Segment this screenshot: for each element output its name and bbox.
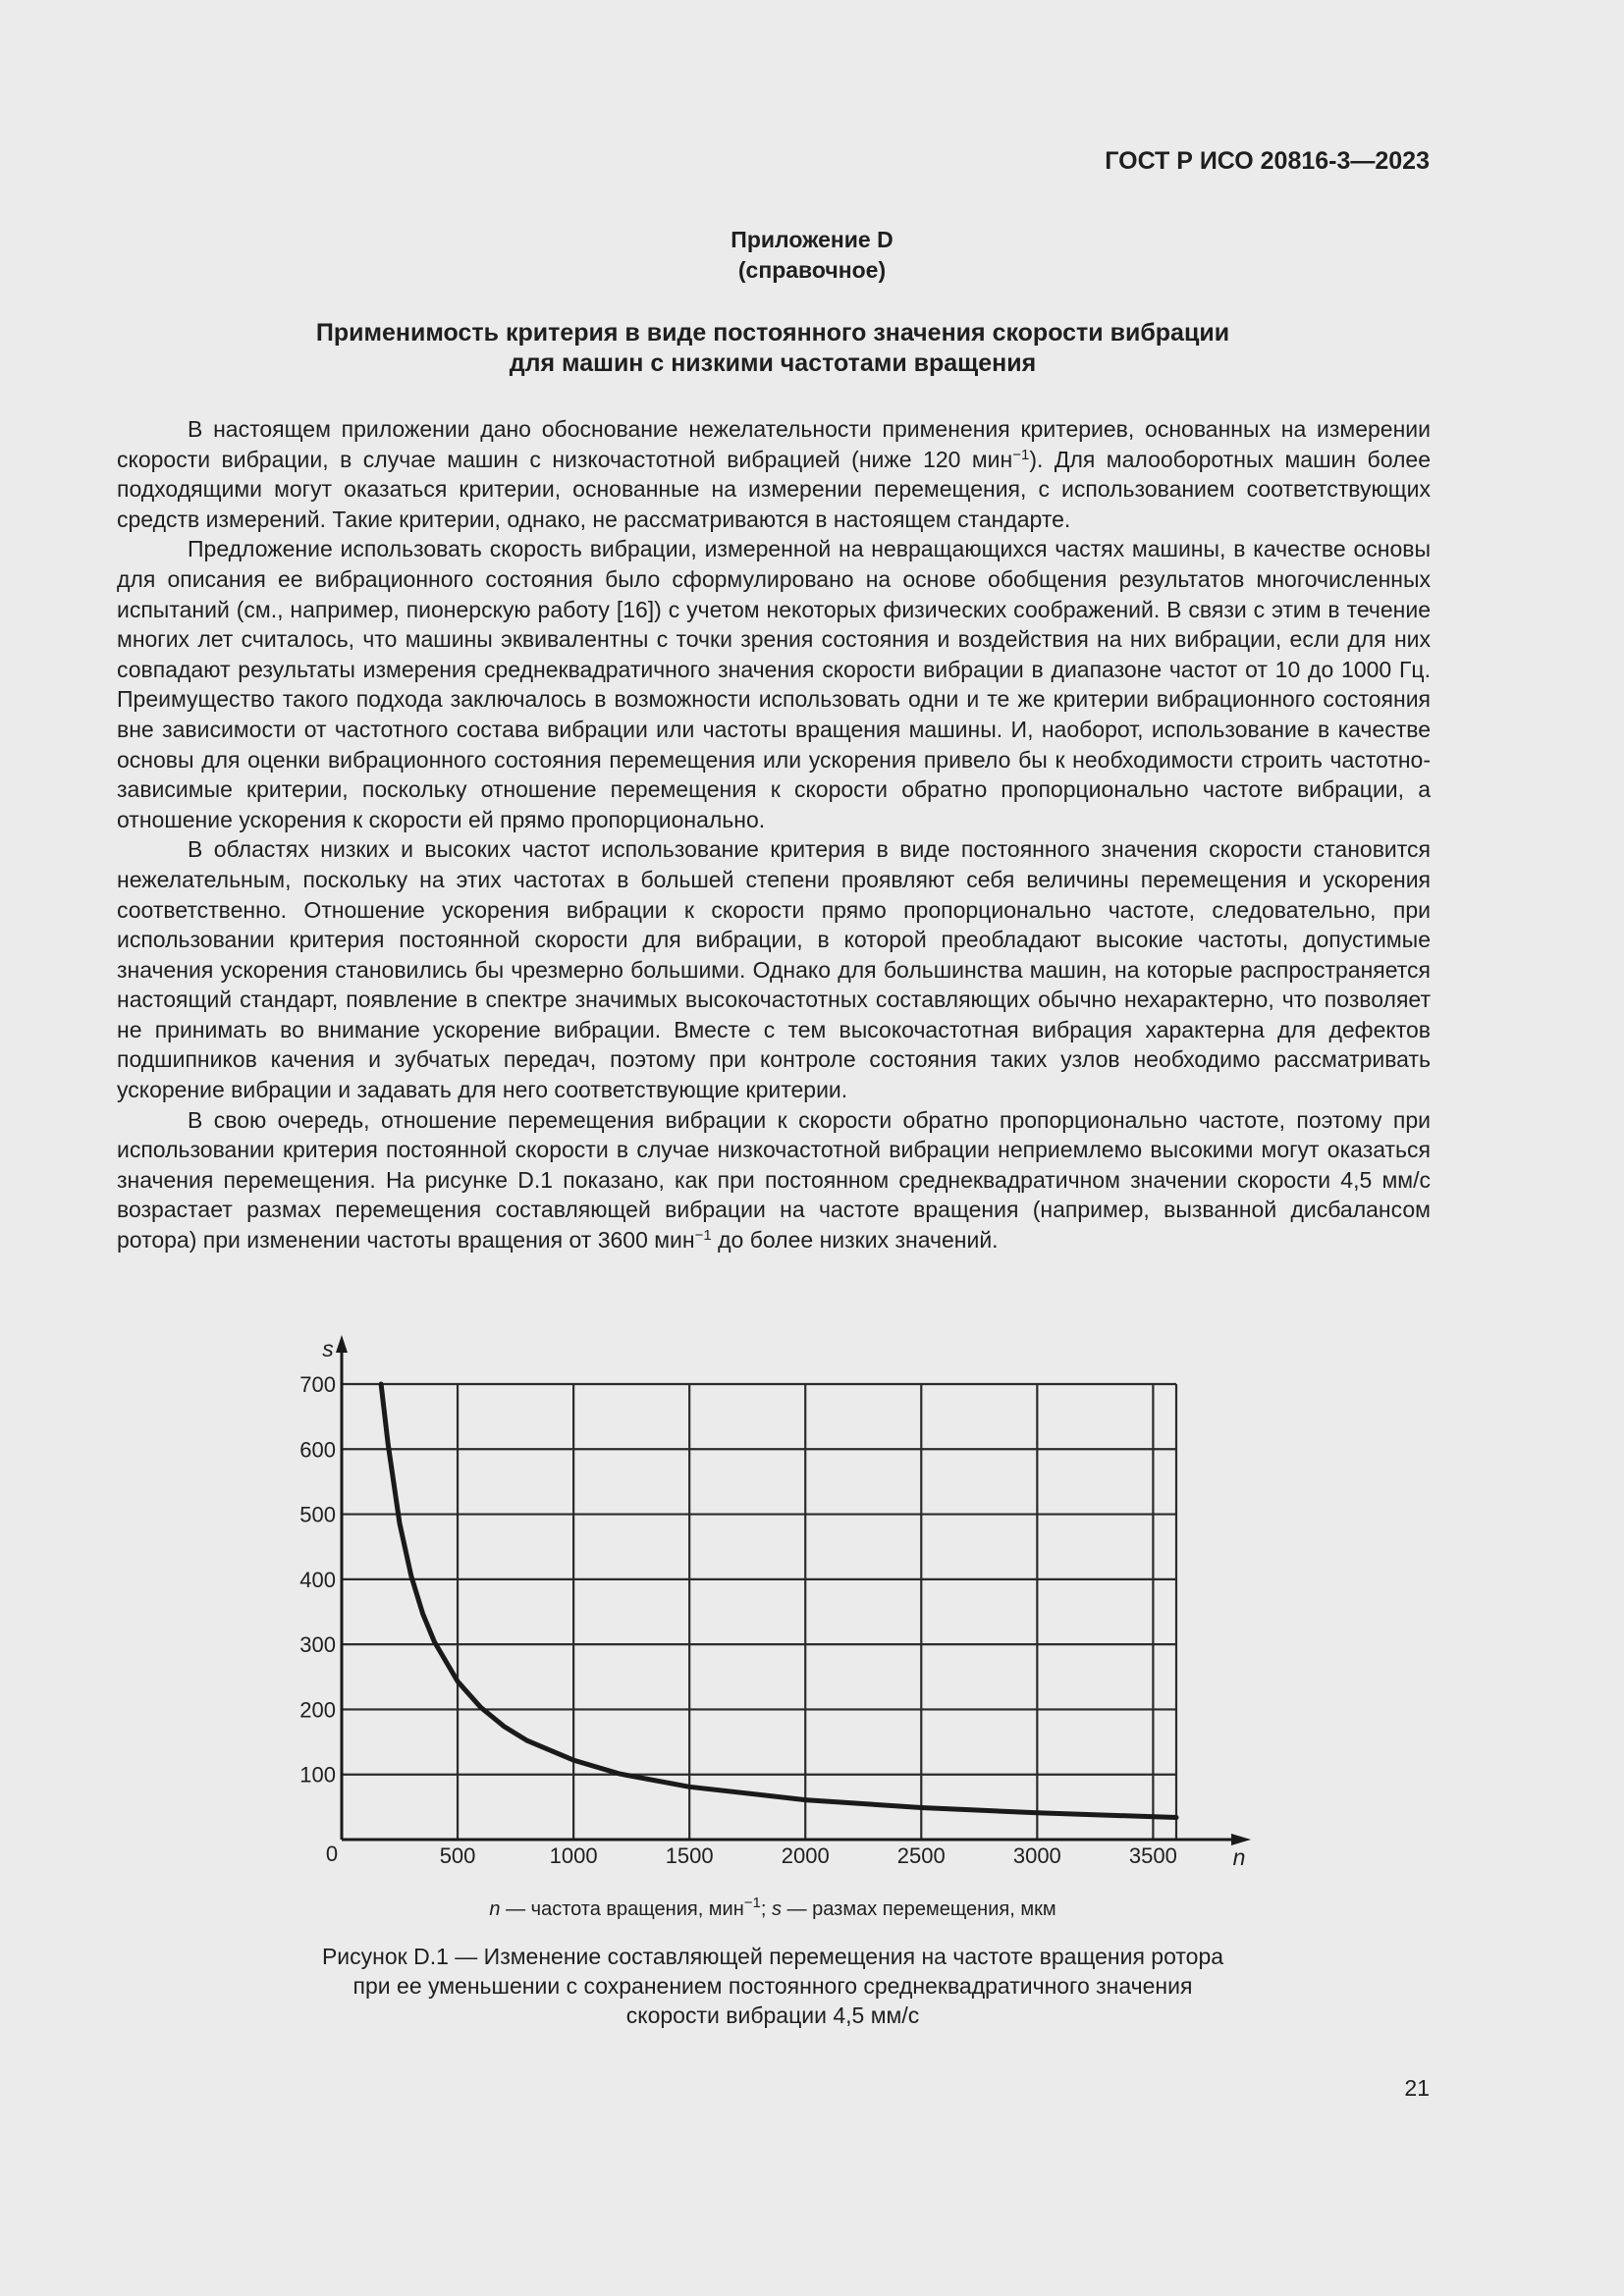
x-tick-label: 2500 [896, 1843, 946, 1868]
y-tick-label: 400 [299, 1567, 336, 1592]
y-tick-label: 300 [299, 1632, 336, 1658]
x-axis-label: n [1232, 1844, 1246, 1870]
y-tick-label: 100 [299, 1762, 336, 1788]
y-tick-label: 500 [299, 1502, 336, 1527]
paragraph-4: В свою очередь, отношение перемещения вибрации к скорости обратно пропорционально частоте, поэтому при использовании критерия постоянной скорости в случае низкочастотной вибрации неприемлемо высокими могут оказаться значения перемещения. На рисунке D.1 показано, как при постоянном среднеквадратичном значении скорости 4,5 мм/с возрастает размах перемещения составляющей вибрации на частоте вращения (например, вызванной дисбалансом ротора) при изменении частоты вращения от 3600 мин$^{-1}$ до более низких значений. [117, 1106, 1431, 1254]
x-tick-label: 1000 [549, 1843, 598, 1868]
y-tick-label: 700 [299, 1372, 336, 1397]
figure-legend: n — частота вращения, мин$^{-1}$; s — размах перемещения, мкм [489, 1895, 1056, 1920]
figure-caption-line-3: скорости вибрации 4,5 мм/с [625, 2002, 920, 2028]
y-axis-arrow [336, 1335, 348, 1353]
origin-label: 0 [325, 1842, 339, 1866]
annex-label: Приложение D [731, 227, 893, 252]
standard-number: ГОСТ Р ИСО 20816-3—2023 [1105, 147, 1430, 175]
annex-status: (справочное) [737, 257, 887, 283]
x-tick-label: 3000 [1012, 1843, 1061, 1868]
y-tick-label: 600 [299, 1437, 336, 1463]
annex-title-line-2: для машин с низкими частотами вращения [509, 349, 1037, 377]
paragraph-1: В настоящем приложении дано обоснование нежелательности применения критериев, основанных на измерении скорости вибрации, в случае машин с низкочастотной вибрацией (ниже 120 мин$^{-1}$). Для малооборотных машин более подходящими могут оказаться критерии, основанные на измерении перемещения, с использованием соответствующих средств измерений. Такие критерии, однако, не рассматриваются в настоящем стандарте. [117, 416, 1432, 532]
figure-caption [0, 1942, 1545, 2030]
figure-caption-line-2: при ее уменьшении с сохранением постоянного среднеквадратичного значения [352, 1973, 1193, 1999]
annex-title-line-1: Применимость критерия в виде постоянного значения скорости вибрации [315, 319, 1230, 347]
paragraph-2: Предложение использовать скорость вибрации, измеренной на невращающихся частях машины, в качестве основы для описания ее вибрационного состояния было сформулировано на основе обобщения результатов многочисленных испытаний (см., например, пионерскую работу [16]) с учетом некоторых физических соображений. В связи с этим в течение многих лет считалось, что машины эквивалентны с точки зрения состояния и воздействия на них вибрации, если для них совпадают результаты измерения среднеквадратичного значения скорости вибрации в диапазоне частот от 10 до 1000 Гц. Преимущество такого подхода заключалось в возможности использовать одни и те же критерии вибрационного состояния вне зависимости от частотного состава вибрации или частоты вращения машины. И, наоборот, использование в качестве основы для оценки вибрационного состояния перемещения или ускорения привело бы к необходимости строить частотно-зависимые критерии, поскольку отношение перемещения к скорости обратно пропорционально частоте вибрации, а отношение ускорения к скорости ей прямо пропорционально. [117, 536, 1431, 832]
x-tick-label: 2000 [781, 1843, 830, 1868]
y-axis-label: s [322, 1336, 334, 1362]
figure-caption-line-1: Рисунок D.1 — Изменение составляющей перемещения на частоте вращения ротора [321, 1944, 1224, 1969]
page-number: 21 [1404, 2075, 1430, 2101]
x-tick-label: 3500 [1128, 1843, 1177, 1868]
paragraph-3: В областях низких и высоких частот использование критерия в виде постоянного значения скорости становится нежелательным, поскольку на этих частотах в большей степени проявляют себя величины перемещения и ускорения соответственно. Отношение ускорения вибрации к скорости прямо пропорционально частоте, следовательно, при использовании критерия постоянной скорости для вибрации, в которой преобладают высокие частоты, допустимые значения ускорения становились бы чрезмерно большими. Однако для большинства машин, на которые распространяется настоящий стандарт, появление в спектре значимых высокочастотных составляющих обычно нехарактерно, что позволяет не принимать во внимание ускорение вибрации. Вместе с тем высокочастотная вибрация характерна для дефектов подшипников качения и зубчатых передач, поэтому при контроле состояния таких узлов необходимо рассматривать ускорение вибрации и задавать для него соответствующие критерии. [117, 836, 1431, 1103]
y-tick-label: 200 [299, 1697, 336, 1723]
x-tick-label: 1500 [665, 1843, 714, 1868]
x-tick-label: 500 [439, 1843, 476, 1868]
